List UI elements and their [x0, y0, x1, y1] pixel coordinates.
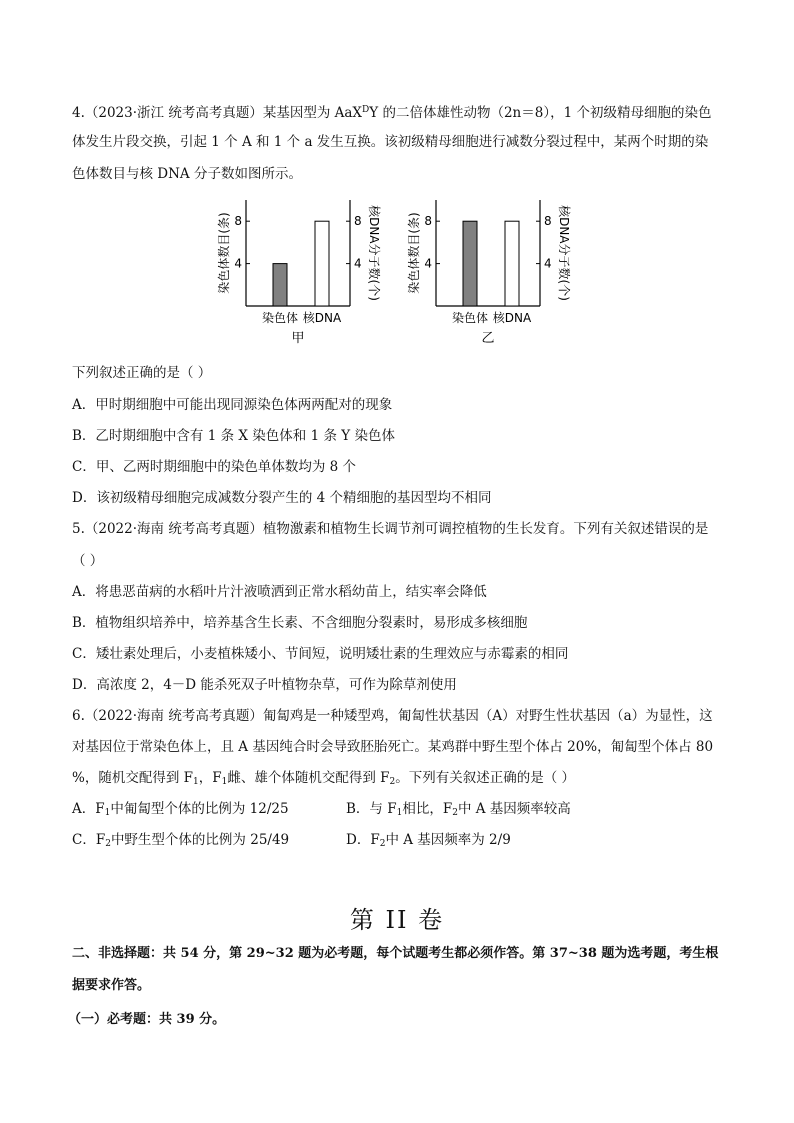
q6-option-b: B．与 $F_1$相比，$F_2$中 A 基因频率较高 [346, 801, 571, 818]
bar [315, 221, 329, 306]
q4-option-d: D．该初级精母细胞完成减数分裂产生的 4 个精细胞的基因型均不相同 [72, 490, 492, 506]
q6-option-d: D．$F_2$中 A 基因频率为 2/9 [346, 832, 511, 849]
category-label: 核DNA [302, 311, 342, 325]
category-label: 核DNA [492, 311, 532, 325]
q5-option-c: C．矮壮素处理后，小麦植株矮小、节间短，说明矮壮素的生理效应与赤霉素的相同 [72, 646, 569, 662]
right-tick-label: 8 [354, 214, 362, 229]
right-tick-label: 4 [544, 256, 552, 271]
left-axis-label: 染色体数目(条) [217, 212, 231, 294]
q4-line3: 色体数目与核 DNA 分子数如图所示。 [72, 166, 302, 182]
q6-option-c: C．$F_2$中野生型个体的比例为 25/49 [72, 832, 290, 849]
bar [505, 221, 519, 306]
q5-option-a: A．将患恶苗病的水稻叶片汁液喷洒到正常水稻幼苗上，结实率会降低 [72, 584, 487, 600]
q6-option-a: A．$F_1$中匍匐型个体的比例为 12/25 [72, 801, 289, 818]
category-label: 染色体 [261, 311, 299, 325]
q4-option-a: A．甲时期细胞中可能出现同源染色体两两配对的现象 [72, 397, 393, 413]
q4-line1: 4.（2023·浙江 统考高考真题）某基因型为 AaX$^D$Y 的二倍体雄性动物（2n＝8），1 个初级精母细胞的染色 [72, 105, 712, 121]
right-tick-label: 4 [354, 256, 362, 271]
part-a-heading: （一）必考题：共 39 分。 [68, 1012, 226, 1027]
bar [273, 264, 287, 306]
q5-line1: 5.（2022·海南 统考高考真题）植物激素和植物生长调节剂可调控植物的生长发育。下列有关叙述错误的是 [72, 521, 709, 537]
right-axis-label: 核DNA分子数(个) [557, 205, 571, 301]
q4-option-c: C．甲、乙两时期细胞中的染色单体数均为 8 个 [72, 459, 357, 475]
right-tick-label: 8 [544, 214, 552, 229]
left-tick-label: 4 [424, 256, 432, 271]
q6-line2: 对基因位于常染色体上，且 A 基因纯合时会导致胚胎死亡。某鸡群中野生型个体占 20%，匍匐型个体占 80 [72, 739, 714, 755]
q6-line3: %，随机交配得到 $F_1$，$F_1$雌、雄个体随机交配得到 $F_2$。下列有关叙述正确的是（ ） [72, 770, 576, 787]
q4-line2: 体发生片段交换，引起 1 个 A 和 1 个 a 发生互换。该初级精母细胞进行减数分裂过程中，某两个时期的染 [72, 134, 709, 150]
part2-line2: 据要求作答。 [72, 978, 151, 993]
q6-line1: 6.（2022·海南 统考高考真题）匍匐鸡是一种矮型鸡，匍匐性状基因（A）对野生性状基因（a）为显性，这 [72, 708, 713, 724]
part2-line1: 二、非选择题：共 54 分，第 29~32 题为必考题，每个试题考生都必须作答。第 37~38 题为选考题，考生根 [72, 946, 719, 961]
bar [463, 221, 477, 306]
left-axis-label: 染色体数目(条) [407, 212, 421, 294]
category-label: 染色体 [451, 311, 489, 325]
q4-stem: 下列叙述正确的是（ ） [72, 365, 212, 381]
panel-title: 甲 [291, 331, 305, 346]
left-tick-label: 8 [234, 214, 242, 229]
right-axis-label: 核DNA分子数(个) [367, 205, 381, 301]
left-tick-label: 4 [234, 256, 242, 271]
q5-line2: （ ） [72, 553, 104, 569]
left-tick-label: 8 [424, 214, 432, 229]
chromosome-dna-charts [200, 190, 600, 350]
q4-option-b: B．乙时期细胞中含有 1 条 X 染色体和 1 条 Y 染色体 [72, 428, 395, 444]
q5-option-b: B．植物组织培养中，培养基含生长素、不含细胞分裂素时，易形成多核细胞 [72, 615, 528, 631]
q5-option-d: D．高浓度 2，4－D 能杀死双子叶植物杂草，可作为除草剂使用 [72, 677, 457, 693]
panel-title: 乙 [481, 331, 495, 346]
section-title: 第 II 卷 [349, 906, 445, 934]
